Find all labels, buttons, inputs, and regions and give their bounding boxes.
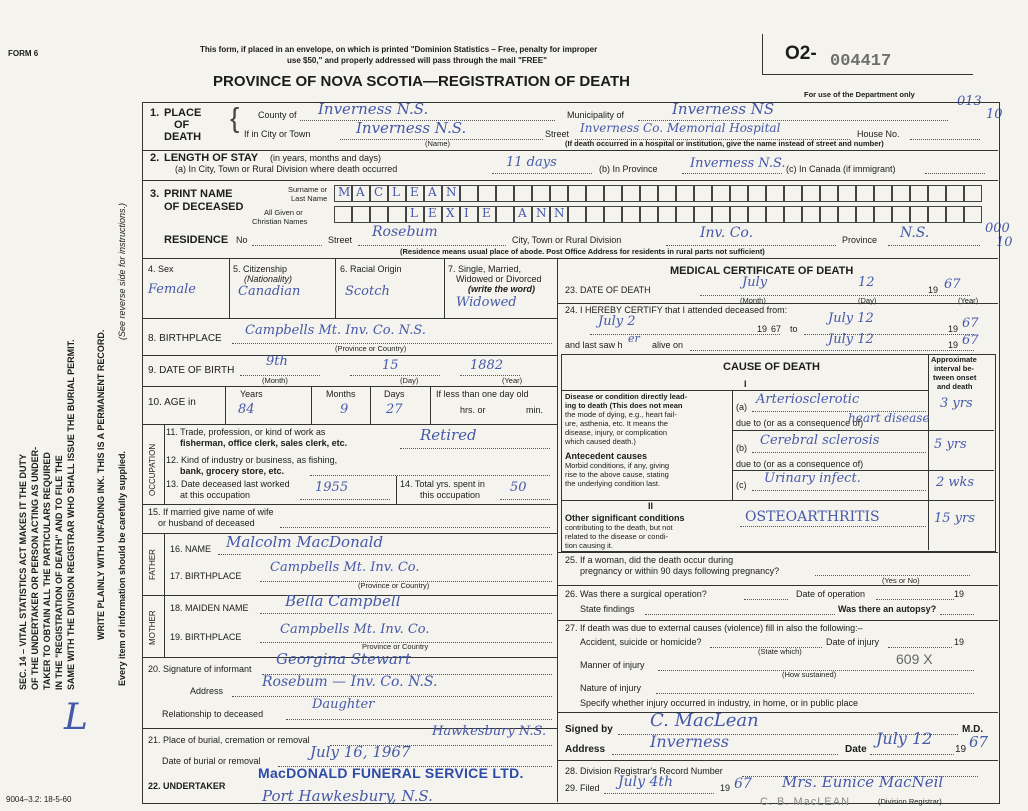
burial-place-value: Hawkesbury N.S. [432,724,547,739]
informant-address-value: Rosebum — Inv. Co. N.S. [262,674,438,690]
accident-label: Accident, suicide or homicide? [580,637,702,647]
signature-address-value: Inverness [650,732,729,751]
form-title: PROVINCE OF NOVA SCOTIA—REGISTRATION OF DEATH [213,73,630,90]
filed-year-prefix: 19 [720,783,731,793]
form-number: FORM 6 [8,49,39,58]
q25-line-1: 25. If a woman, did the death occur during [565,555,734,565]
sidebar-line-6: WRITE PLAINLY WITH UNFADING INK. THIS IS A PERMANENT RECORD. [96,329,106,640]
dob-month-value: 9th [266,354,288,369]
occupation-13-value: 1955 [315,480,349,495]
residence-street-label: Street [328,235,353,245]
days-value: 27 [386,402,403,417]
minutes-label: min. [526,405,544,415]
occupation-14-value: 50 [510,480,527,495]
years-label: Years [240,389,263,399]
burial-place-label: 21. Place of burial, cremation or removal [148,735,310,745]
residence-city-value: Inv. Co. [700,225,754,241]
sidebar-line-4: IN THE "REGISTRATION OF DEATH" AND TO FILE THE [54,455,64,690]
department-code-1: 013 [957,94,982,109]
occupation-11-line2: fisherman, office clerk, sales clerk, etc. [180,438,348,448]
sidebar-line-7: Every item of information should be carefully supplied. [117,450,127,686]
q26-line-1: 26. Was there a surgical operation? [565,589,707,599]
sidebar-line-2: OF THE UNDERTAKER OR PERSON ACTING AS UNDER- [30,446,40,690]
sidebar-line-8: (See reverse side for instructions.) [117,202,127,340]
residence-city-label: City, Town or Rural Division [512,235,622,245]
dob-month-caption: (Month) [262,376,288,385]
due-to-label-1: due to (or as a consequence of) [736,418,864,428]
dob-label: 9. DATE OF BIRTH [148,365,235,376]
racial-origin-label: 6. Racial Origin [340,264,402,274]
sidebar-line-1: SEC. 14 – VITAL STATISTICS ACT MAKES IT THE DUTY [18,453,28,690]
death-year-prefix: 19 [928,285,939,295]
given-letter-7: A [518,206,527,220]
municipality-value: Inverness NS [672,100,775,118]
mother-maiden-label: 18. MAIDEN NAME [170,603,249,613]
last-seen-year-prefix: 19 [948,340,959,350]
residence-province-value: N.S. [900,225,930,241]
signature-address-label: Address [565,744,606,755]
other-conditions-line-1: contributing to the death, but not [565,523,673,532]
death-day-caption: (Day) [858,296,877,305]
burial-date-label: Date of burial or removal [162,756,261,766]
mother-birthplace-label: 19. BIRTHPLACE [170,632,242,642]
years-value: 84 [238,402,255,417]
name-caption: (Name) [425,139,451,148]
s1-title-3: DEATH [164,131,202,143]
marital-label-2: Widowed or Divorced [456,274,542,284]
due-to-label-2: due to (or as a consequence of) [736,459,864,469]
undertaker-address: Port Hawkesbury, N.S. [262,787,433,805]
marital-value: Widowed [456,295,517,310]
spouse-label-2: or husband of deceased [158,518,255,528]
direct-cause-line-2: ing to death (This does not mean [565,401,683,410]
injury-year-prefix: 19 [954,637,965,647]
s2-subtitle: (in years, months and days) [270,153,382,163]
signed-by-label: Signed by [565,724,613,735]
stay-a-label: (a) In City, Town or Rural Division where death occurred [175,164,398,174]
attended-to-label: to [790,324,798,334]
direct-cause-line-1: Disease or condition directly lead- [565,392,688,401]
direct-cause-line-5: disease, injury, or complication [565,428,667,437]
mother-birthplace-caption: Province or Country [362,642,429,651]
other-conditions-line-3: tion causing it. [565,541,613,550]
death-registration-form: FORM 6 This form, if placed in an envelope, on which is printed "Dominion Statistics – Free, penalty for improper use $50," and properly addressed will pass through the mail "FREE" PROVINCE OF NOVA SCOTIA—REGISTRATION OF DEATH O2- 004417 For use of the Department only 013 10 000 10 SEC. 14 – VITAL STATISTICS ACT MAKES IT THE DUTY OF THE UNDERTAKER OR PERSON ACTING AS UNDER- TAKER TO OBTAIN ALL THE PARTICULARS REQUIRED IN THE "REGISTRATION OF DEATH" AND TO FILE THE SAME WITH THE DIVISION REGISTRAR WHO SHALL ISSUE THE BURIAL PERMIT. WRITE PLAINLY WITH UNFADING INK. THIS IS A PERMANENT RECORD. Every item of information should be carefully supplied. (See reverse side for instructions.) L 9004–3.2: 18-5-60 1. PLACE OF DEATH { County of Inverness N.S. Municipality of Inverness NS If in City or Town Inverness N.S. Street Inverness Co. Memorial Hospital House No. (Name) (If death occurred in a hospital or institution, give the name instead of street and number) 2. LENGTH OF STAY (in years, months and days) (a) In City, Town or Rural Division where death occurred 11 days (b) In Province Inverness N.S. (c) In Canada (if immigrant) 3. PRINT NAME OF DECEASED Surname or Last Name All Given or Christian Names M A C L E A N L E X I E A N N RESIDENCE No Street Rosebum City, Town or Rural Division Inv. Co. Province N.S. (Residence means usual place of abode. Post Office Address for residents in rural parts not sufficient) 4. Sex Female 5. Citizenship (Nationality) Canadian 6. Racial Origin Scotch 7. Single, Married, Widowed or Divorced (write the word) Widowed 8. BIRTHPLACE Campbells Mt. Inv. Co. N.S. (Province or Country) 9. DATE OF BIRTH 9th 15 1882 (Month) (Day) (Year) 10. AGE in Years 84 Months 9 Days 27 If less than one day old hrs. or min. OCCUPATION 11. Trade, profession, or kind of work as fisherman, office clerk, sales clerk, etc. Retired 12. Kind of industry or business, as fishing, bank, grocery store, etc. 13. Date deceased last worked at this occupation 1955 14. Total yrs. spent in this occupation 50 15. If married give name of wife or husband of deceased FATHER 16. NAME Malcolm MacDonald 17. BIRTHPLACE Campbells Mt. Inv. Co. (Province or Country) MOTHER 18. MAIDEN NAME Bella Campbell 19. BIRTHPLACE Campbells Mt. Inv. Co. Province or Country 20. Signature of informant Georgina Stewart Address Rosebum — Inv. Co. N.S. Relationship to deceased Daughter 21. Place of burial, cremation or removal Hawkesbury N.S. Date of burial or removal July 16, 1967 22. UNDERTAKER MacDONALD FUNERAL SERVICE LTD. Port Hawkesbury, N.S. MEDICAL CERTIFICATE OF DEATH 23. DATE OF DEATH July 12 19 67 (Month) (Day) (Year) 24. I HEREBY CERTIFY that I attended deceased from: July 2 19 67 to July 12 19 67 and last saw h er alive on July 12 19 67 CAUSE OF DEATH Approximate interval be- tween onset and death I Disease or condition directly lead- ing to death (This does not mean the mode of dying, e.g., heart fail- ure, asthenia, etc. It means the disease, injury, or complication which caused death.) (a) Arteriosclerotic heart disease 3 yrs due to (or as a consequence of) Antecedent causes Morbid conditions, if any, giving rise to the above cause, stating the underlying condition last. (b) Cerebral sclerosis 5 yrs due to (or as a consequence of) (c) Urinary infect. 2 wks II Other significant conditions contributing to the death, but not related to the disease or condi- tion causing it. OSTEOARTHRITIS 15 yrs 25. If a woman, did the death occur during pregnancy or within 90 days following pregnancy? (Yes or No) 26. Was there a surgical operation? Date of operation 19 State findings Was there an autopsy? 27. If death was due to external causes (violence) fill in also the following:– Accident, suicide or homicide? Date of injury 19 (State which) Manner of injury 609 X (How sustained) Nature of injury Specify whether injury occurred in industry, in home, or in public place Signed by C. MacLean M.D. Address Inverness Date July 12 19 67 28. Division Registrar's Record Number 29. Filed July 4th 19 67 Mrs. Eunice MacNeil C. B. MacLEAN (Division Registrar) [0,0,1028,811]
birthplace-caption: (Province or Country) [335,344,407,353]
father-birthplace-label: 17. BIRTHPLACE [170,571,242,581]
occupation-side-label: OCCUPATION [148,443,157,496]
residence-note: (Residence means usual place of abode. Post Office Address for residents in rural parts not sufficient) [400,247,765,256]
specify-label: Specify whether injury occurred in industry, in home, or in public place [580,698,858,708]
mother-side-label: MOTHER [148,610,157,645]
cause-header: CAUSE OF DEATH [723,361,820,373]
s3-title-1: PRINT NAME [164,188,233,200]
surname-letter-7: N [446,185,457,199]
cause-a-value-2: heart disease [848,411,930,425]
registration-prefix: O2- [785,43,817,64]
other-conditions-value: OSTEOARTHRITIS [745,509,880,525]
state-which-caption: (State which) [758,647,802,656]
s2-title: LENGTH OF STAY [164,152,259,164]
city-value: Inverness N.S. [356,119,467,137]
medical-cert-title: MEDICAL CERTIFICATE OF DEATH [670,265,854,277]
cause-b-value: Cerebral sclerosis [760,433,880,448]
months-value: 9 [340,402,349,417]
dob-day-caption: (Day) [400,376,419,385]
q25-line-2: pregnancy or within 90 days following pregnancy? [580,566,780,576]
attended-to-year-prefix: 19 [948,324,959,334]
given-letter-3: X [446,206,455,220]
death-month-value: July [742,275,768,290]
dob-day-value: 15 [382,358,399,373]
stay-c-label: (c) In Canada (if immigrant) [786,164,896,174]
racial-origin-value: Scotch [345,284,390,299]
other-conditions-line-2: related to the disease or condi- [565,532,668,541]
surname-letter-1: M [338,185,351,199]
antecedent-line-1: Morbid conditions, if any, giving [565,461,670,470]
occupation-11-line1: 11. Trade, profession, or kind of work as [166,427,326,437]
cause-roman-1: I [744,379,747,389]
interval-header-2: interval be- [934,364,975,373]
footer-code: 9004–3.2: 18-5-60 [6,795,72,804]
alive-on-label: alive on [652,340,684,350]
direct-cause-line-3: the mode of dying, e.g., heart fail- [565,410,677,419]
cause-b-interval: 5 yrs [934,437,967,452]
cause-a-label: (a) [736,402,747,412]
sex-value: Female [148,282,196,297]
department-use-note: For use of the Department only [804,90,915,99]
last-seen-value: July 12 [828,332,874,347]
antecedent-title: Antecedent causes [565,451,648,461]
registrar-caption: (Division Registrar) [878,797,942,806]
occupation-14-line1: 14. Total yrs. spent in [400,479,485,489]
s1-title-1: PLACE [164,107,202,119]
marital-label-1: 7. Single, Married, [448,264,522,274]
surname-letter-2: A [356,185,365,199]
nature-label: Nature of injury [580,683,642,693]
citizenship-label-1: 5. Citizenship [233,264,288,274]
street-label: Street [545,129,570,139]
residence-title: RESIDENCE [164,234,229,246]
death-year-value: 67 [944,277,961,292]
sidebar-line-3: TAKER TO OBTAIN ALL THE PARTICULARS REQUIRED [42,452,52,690]
injury-date-label: Date of injury [826,637,880,647]
house-label: House No. [857,129,900,139]
attended-from-value: July 2 [598,314,636,329]
other-conditions-title: Other significant conditions [565,513,685,523]
department-code-3: 000 [985,221,1010,236]
father-name-label: 16. NAME [170,544,212,554]
county-label: County of [258,110,297,120]
relationship-label: Relationship to deceased [162,709,264,719]
operation-date-label: Date of operation [796,589,866,599]
signature-year-value: 67 [969,733,989,751]
signature-date-value: July 12 [876,729,933,748]
occupation-11-value: Retired [420,426,477,444]
months-label: Months [326,389,356,399]
hospital-note: (If death occurred in a hospital or institution, give the name instead of street and number) [565,139,884,148]
autopsy-label: Was there an autopsy? [838,604,937,614]
death-year-caption: (Year) [958,296,979,305]
citizenship-value: Canadian [238,284,301,299]
interval-header-3: tween onset [933,373,977,382]
signature-year-prefix: 19 [955,744,967,755]
father-side-label: FATHER [148,549,157,580]
registrar-record-label: 28. Division Registrar's Record Number [565,766,723,776]
city-label: If in City or Town [244,129,311,139]
given-label-1: All Given or [264,208,303,217]
days-label: Days [384,389,405,399]
antecedent-line-2: rise to the above cause, stating [565,470,669,479]
attended-from-year: 67 [771,324,782,334]
filed-date-value: July 4th [618,774,674,790]
department-code-2: 10 [986,107,1003,122]
birthplace-label: 8. BIRTHPLACE [148,333,222,344]
spouse-label-1: 15. If married give name of wife [148,507,274,517]
street-value: Inverness Co. Memorial Hospital [580,121,781,135]
antecedent-line-3: the underlying condition last. [565,479,661,488]
s3-title-2: OF DECEASED [164,201,244,213]
mail-notice-line2: use $50," and properly addressed will pass through the mail "FREE" [287,56,547,65]
sidebar-line-5: SAME WITH THE DIVISION REGISTRAR WHO SHALL ISSUE THE BURIAL PERMIT. [66,339,76,690]
father-birthplace-value: Campbells Mt. Inv. Co. [270,560,420,575]
last-seen-year: 67 [962,333,979,348]
dob-year-value: 1882 [470,358,504,373]
s1-title-2: OF [174,119,190,131]
stay-b-label: (b) In Province [599,164,658,174]
occupation-13-line2: at this occupation [180,490,251,500]
s1-num: 1. [150,107,160,119]
surname-letter-5: E [410,185,419,199]
department-code-4: 10 [996,235,1013,250]
direct-cause-line-4: ure, asthenia, etc. It means the [565,419,668,428]
interval-header-1: Approximate [931,355,977,364]
operation-year-prefix: 19 [954,589,965,599]
how-sustained-caption: (How sustained) [782,670,837,679]
attended-from-year-prefix: 19 [757,324,768,334]
cause-a-value: Arteriosclerotic [756,392,860,407]
given-letter-5: E [482,206,491,220]
father-birthplace-caption: (Province or Country) [358,581,430,590]
informant-address-label: Address [190,686,224,696]
less-than-day-label: If less than one day old [436,389,529,399]
given-letter-4: I [464,206,469,220]
stay-a-value: 11 days [506,155,557,170]
stay-b-value: Inverness N.S. [690,156,786,171]
occupation-12-line2: bank, grocery store, etc. [180,466,285,476]
mother-birthplace-value: Campbells Mt. Inv. Co. [280,622,430,637]
given-letter-8: N [536,206,547,220]
informant-label: 20. Signature of informant [148,664,252,674]
relationship-value: Daughter [312,697,375,712]
father-name-value: Malcolm MacDonald [226,533,384,551]
dob-year-caption: (Year) [502,376,523,385]
attended-label: 24. I HEREBY CERTIFY that I attended deceased from: [565,305,788,315]
s2-num: 2. [150,152,160,164]
surname-letter-4: L [392,185,400,199]
given-letter-9: N [554,206,565,220]
q25-caption: (Yes or No) [882,576,920,585]
md-label: M.D. [962,724,984,735]
death-month-caption: (Month) [740,296,766,305]
surname-letter-3: C [374,185,384,199]
other-conditions-interval: 15 yrs [934,511,975,526]
death-day-value: 12 [858,275,875,290]
registrar-signature: Mrs. Eunice MacNeil [782,773,944,791]
informant-name-value: Georgina Stewart [276,650,411,668]
surname-letter-6: A [428,185,437,199]
cause-c-interval: 2 wks [936,475,975,490]
death-date-label: 23. DATE OF DEATH [565,285,651,295]
sex-label: 4. Sex [148,264,174,274]
last-seen-pronoun: er [628,332,640,345]
q27-line-1: 27. If death was due to external causes (violence) fill in also the following:– [565,623,863,633]
cause-roman-2: II [648,501,654,511]
state-findings-label: State findings [580,604,635,614]
margin-mark: L [64,697,88,738]
surname-label-1: Surname or [288,185,328,194]
s3-num: 3. [150,188,160,200]
cause-c-label: (c) [736,480,747,490]
given-letter-2: E [428,206,437,220]
surname-label-2: Last Name [291,194,328,203]
signature-date-label: Date [845,744,867,755]
hours-label: hrs. or [460,405,486,415]
undertaker-label: 22. UNDERTAKER [148,781,226,791]
manner-code: 609 X [896,651,933,667]
burial-date-value: July 16, 1967 [310,743,411,761]
cause-b-label: (b) [736,443,747,453]
attended-to-year: 67 [962,316,979,331]
filed-year-value: 67 [734,776,752,792]
residence-no-label: No [236,235,248,245]
filed-label: 29. Filed [565,783,600,793]
occupation-14-line2: this occupation [420,490,481,500]
residence-province-label: Province [842,235,878,245]
mail-notice-line1: This form, if placed in an envelope, on which is printed "Dominion Statistics – Free, penalty for improper [200,45,598,54]
undertaker-stamp: MacDONALD FUNERAL SERVICE LTD. [258,765,524,781]
citizenship-label-2: (Nationality) [244,274,293,284]
occupation-12-line1: 12. Kind of industry or business, as fishing, [166,455,338,465]
signed-by-value: C. MacLean [650,710,759,731]
age-label: 10. AGE in [148,397,196,408]
occupation-13-line1: 13. Date deceased last worked [166,479,290,489]
manner-label: Manner of injury [580,660,645,670]
registrar-stamp: C. B. MacLEAN [760,796,851,808]
given-label-2: Christian Names [252,217,308,226]
given-letter-1: L [410,206,418,220]
cause-c-value: Urinary infect. [764,471,861,486]
direct-cause-line-6: which caused death.) [565,437,636,446]
registration-number: 004417 [830,52,892,71]
interval-header-4: and death [937,382,973,391]
last-seen-label: and last saw h [565,340,623,350]
mother-maiden-value: Bella Campbell [285,592,401,610]
birthplace-value: Campbells Mt. Inv. Co. N.S. [245,323,426,338]
marital-label-3: (write the word) [468,284,535,294]
attended-to-value: July 12 [828,311,874,326]
county-value: Inverness N.S. [318,100,429,118]
municipality-label: Municipality of [567,110,625,120]
residence-street-value: Rosebum [372,224,438,240]
cause-a-interval: 3 yrs [940,396,973,411]
